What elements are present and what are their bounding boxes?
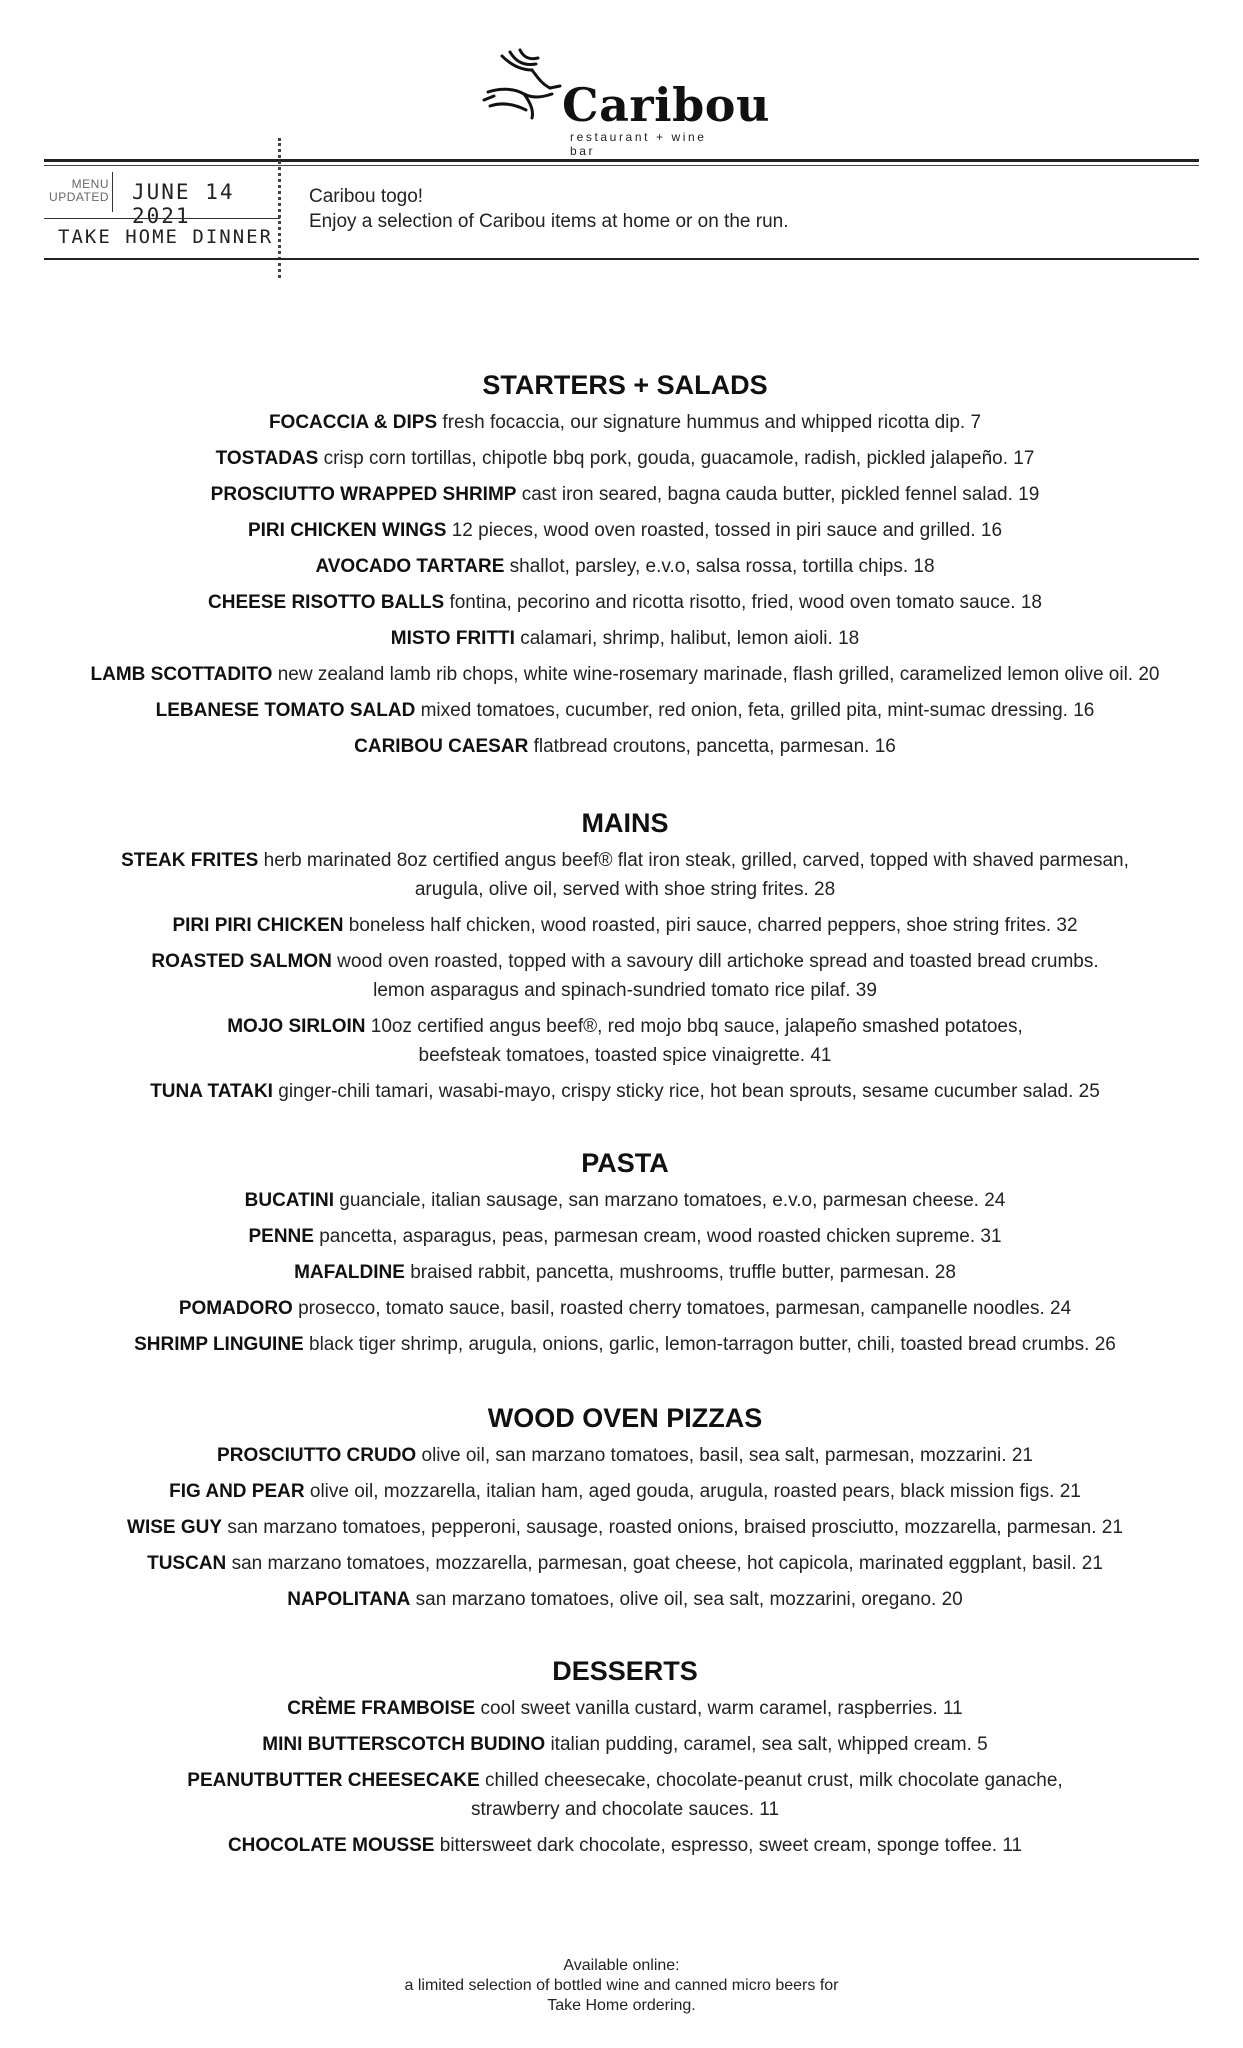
item-name: BUCATINI [244, 1190, 334, 1211]
item-description: olive oil, san marzano tomatoes, basil, sea salt, parmesan, mozzarini. 21 [421, 1445, 1033, 1466]
item-name: MINI BUTTERSCOTCH BUDINO [262, 1734, 546, 1755]
item-name: AVOCADO TARTARE [315, 556, 505, 577]
menu-item [40, 1294, 1210, 1323]
item-name: FOCACCIA & DIPS [268, 412, 438, 433]
item-description: italian pudding, caramel, sea salt, whipped cream. 5 [550, 1734, 988, 1755]
footer-line: a limited selection of bottled wine and canned micro beers for [404, 1977, 839, 1994]
item-description: san marzano tomatoes, olive oil, sea salt, mozzarini, oregano. 20 [415, 1589, 963, 1610]
item-name: LEBANESE TOMATO SALAD [155, 700, 416, 721]
menu-item [40, 660, 1210, 689]
item-description: fresh focaccia, our signature hummus and whipped ricotta dip. 7 [442, 412, 982, 433]
menu-updated-label: MENU UPDATED [49, 177, 109, 204]
section-title: PASTA [581, 1148, 669, 1178]
item-name: ROASTED SALMON [151, 951, 332, 972]
item-description-continued: arugula, olive oil, served with shoe string frites. 28 [414, 879, 836, 900]
menu-item [40, 444, 1210, 473]
item-description-continued: lemon asparagus and spinach-sundried tomato rice pilaf. 39 [373, 980, 877, 1001]
menu-item [40, 947, 1210, 1005]
intro-text [309, 184, 788, 234]
item-description: boneless half chicken, wood roasted, piri sauce, charred peppers, shoe string frites. 32 [348, 915, 1078, 936]
item-description: chilled cheesecake, chocolate-peanut crust, milk chocolate ganache, [484, 1770, 1063, 1791]
menu-item [40, 408, 1210, 437]
menu-item [40, 1186, 1210, 1215]
section-starters-salads [40, 362, 1210, 768]
item-description: prosecco, tomato sauce, basil, roasted cherry tomatoes, parmesan, campanelle noodles. 24 [298, 1298, 1072, 1319]
menu-item [40, 624, 1210, 653]
item-name: WISE GUY [127, 1517, 223, 1538]
item-name: POMADORO [178, 1298, 293, 1319]
item-name: CHOCOLATE MOUSSE [227, 1835, 435, 1856]
item-description: 10oz certified angus beef®, red mojo bbq sauce, jalapeño smashed potatoes, [370, 1016, 1023, 1037]
section-pasta [40, 1140, 1210, 1366]
menu-item [40, 588, 1210, 617]
meta-divider [44, 218, 280, 219]
menu-item [40, 1549, 1210, 1578]
item-name: NAPOLITANA [287, 1589, 411, 1610]
menu-item [40, 1012, 1210, 1070]
section-desserts [40, 1648, 1210, 1867]
item-description: braised rabbit, pancetta, mushrooms, truffle butter, parmesan. 28 [410, 1262, 956, 1283]
item-name: CARIBOU CAESAR [354, 736, 529, 757]
menu-date: JUNE 14 2021 [132, 180, 235, 228]
item-description-continued: strawberry and chocolate sauces. 11 [470, 1799, 780, 1820]
header-rule-top [44, 159, 1199, 162]
menu-item [40, 1077, 1210, 1106]
menu-item [40, 480, 1210, 509]
item-name: PEANUTBUTTER CHEESECAKE [187, 1770, 480, 1791]
item-description: san marzano tomatoes, mozzarella, parmesan, goat cheese, hot capicola, marinated eggplant, basil. 21 [231, 1553, 1103, 1574]
item-name: TUNA TATAKI [150, 1081, 273, 1102]
intro-line: Enjoy a selection of Caribou items at home or on the run. [309, 211, 789, 232]
item-description: pancetta, asparagus, peas, parmesan cream, wood roasted chicken supreme. 31 [319, 1226, 1002, 1247]
menu-item [40, 696, 1210, 725]
item-description: san marzano tomatoes, pepperoni, sausage, roasted onions, braised prosciutto, mozzarella, parmesan. 21 [227, 1517, 1123, 1538]
item-description: new zealand lamb rib chops, white wine-rosemary marinade, flash grilled, caramelized lemon olive oil. 20 [277, 664, 1160, 685]
item-name: TOSTADAS [215, 448, 319, 469]
menu-item [40, 1831, 1210, 1860]
caribou-antler-icon [480, 48, 570, 120]
item-name: MOJO SIRLOIN [227, 1016, 366, 1037]
footer-line: Take Home ordering. [547, 1997, 696, 2014]
header-rule-top-thin [44, 165, 1199, 166]
menu-item [40, 1330, 1210, 1359]
item-description: ginger-chili tamari, wasabi-mayo, crispy sticky rice, hot bean sprouts, sesame cucumber salad. 25 [278, 1081, 1100, 1102]
item-name: PROSCIUTTO WRAPPED SHRIMP [210, 484, 517, 505]
item-name: PIRI PIRI CHICKEN [172, 915, 344, 936]
menu-item [40, 1258, 1210, 1287]
item-description-continued: beefsteak tomatoes, toasted spice vinaigrette. 41 [418, 1045, 832, 1066]
restaurant-logo [480, 48, 770, 158]
section-title: WOOD OVEN PIZZAS [487, 1403, 763, 1433]
menu-item [40, 1694, 1210, 1723]
item-description: crisp corn tortillas, chipotle bbq pork, gouda, guacamole, radish, pickled jalapeño. 17 [323, 448, 1035, 469]
item-description: calamari, shrimp, halibut, lemon aioli. 18 [520, 628, 860, 649]
item-description: guanciale, italian sausage, san marzano tomatoes, e.v.o, parmesan cheese. 24 [339, 1190, 1006, 1211]
item-name: SHRIMP LINGUINE [134, 1334, 304, 1355]
item-name: FIG AND PEAR [169, 1481, 305, 1502]
item-name: PROSCIUTTO CRUDO [217, 1445, 417, 1466]
item-name: MISTO FRITTI [390, 628, 515, 649]
section-title: STARTERS + SALADS [482, 370, 768, 400]
menu-item [40, 1477, 1210, 1506]
footer-note [0, 1956, 1243, 2016]
menu-item [40, 1585, 1210, 1614]
item-name: PIRI CHICKEN WINGS [247, 520, 447, 541]
item-description: fontina, pecorino and ricotta risotto, fried, wood oven tomato sauce. 18 [449, 592, 1042, 613]
item-name: LAMB SCOTTADITO [90, 664, 273, 685]
dotted-divider [278, 138, 281, 278]
menu-item [40, 516, 1210, 545]
item-description: flatbread croutons, pancetta, parmesan. 16 [533, 736, 896, 757]
menu-item [40, 552, 1210, 581]
menu-type: TAKE HOME DINNER [58, 226, 274, 248]
menu-item [40, 846, 1210, 904]
section-wood-oven-pizzas [40, 1395, 1210, 1621]
item-description: shallot, parsley, e.v.o, salsa rossa, tortilla chips. 18 [509, 556, 935, 577]
section-title: MAINS [581, 808, 669, 838]
item-description: cast iron seared, bagna cauda butter, pickled fennel salad. 19 [521, 484, 1040, 505]
logo-name: Caribou [562, 78, 770, 132]
item-description: mixed tomatoes, cucumber, red onion, feta, grilled pita, mint-sumac dressing. 16 [420, 700, 1095, 721]
item-description: wood oven roasted, topped with a savoury dill artichoke spread and toasted bread crumbs. [337, 951, 1099, 972]
meta-divider [112, 172, 113, 212]
item-description: herb marinated 8oz certified angus beef® flat iron steak, grilled, carved, topped with shaved parmesan, [263, 850, 1129, 871]
item-name: CHEESE RISOTTO BALLS [208, 592, 445, 613]
menu-item [40, 1222, 1210, 1251]
intro-line: Caribou togo! [309, 186, 424, 207]
menu-item [40, 1766, 1210, 1824]
menu-meta [44, 172, 280, 256]
item-name: STEAK FRITES [121, 850, 259, 871]
item-name: CRÈME FRAMBOISE [287, 1698, 476, 1719]
menu-item [40, 1730, 1210, 1759]
logo-tagline: restaurant + wine bar [570, 130, 707, 158]
section-mains [40, 800, 1210, 1113]
item-name: TUSCAN [147, 1553, 227, 1574]
item-description: cool sweet vanilla custard, warm caramel, raspberries. 11 [480, 1698, 963, 1719]
menu-item [40, 732, 1210, 761]
item-description: 12 pieces, wood oven roasted, tossed in piri sauce and grilled. 16 [451, 520, 1003, 541]
menu-item [40, 911, 1210, 940]
item-description: bittersweet dark chocolate, espresso, sweet cream, sponge toffee. 11 [439, 1835, 1023, 1856]
footer-line: Available online: [563, 1957, 680, 1974]
item-name: PENNE [248, 1226, 314, 1247]
item-name: MAFALDINE [294, 1262, 405, 1283]
menu-item [40, 1513, 1210, 1542]
section-title: DESSERTS [552, 1656, 698, 1686]
menu-item [40, 1441, 1210, 1470]
item-description: black tiger shrimp, arugula, onions, garlic, lemon-tarragon butter, chili, toasted bread crumbs. 26 [309, 1334, 1116, 1355]
header-rule-bottom [44, 258, 1199, 260]
item-description: olive oil, mozzarella, italian ham, aged gouda, arugula, roasted pears, black mission figs. 21 [309, 1481, 1081, 1502]
